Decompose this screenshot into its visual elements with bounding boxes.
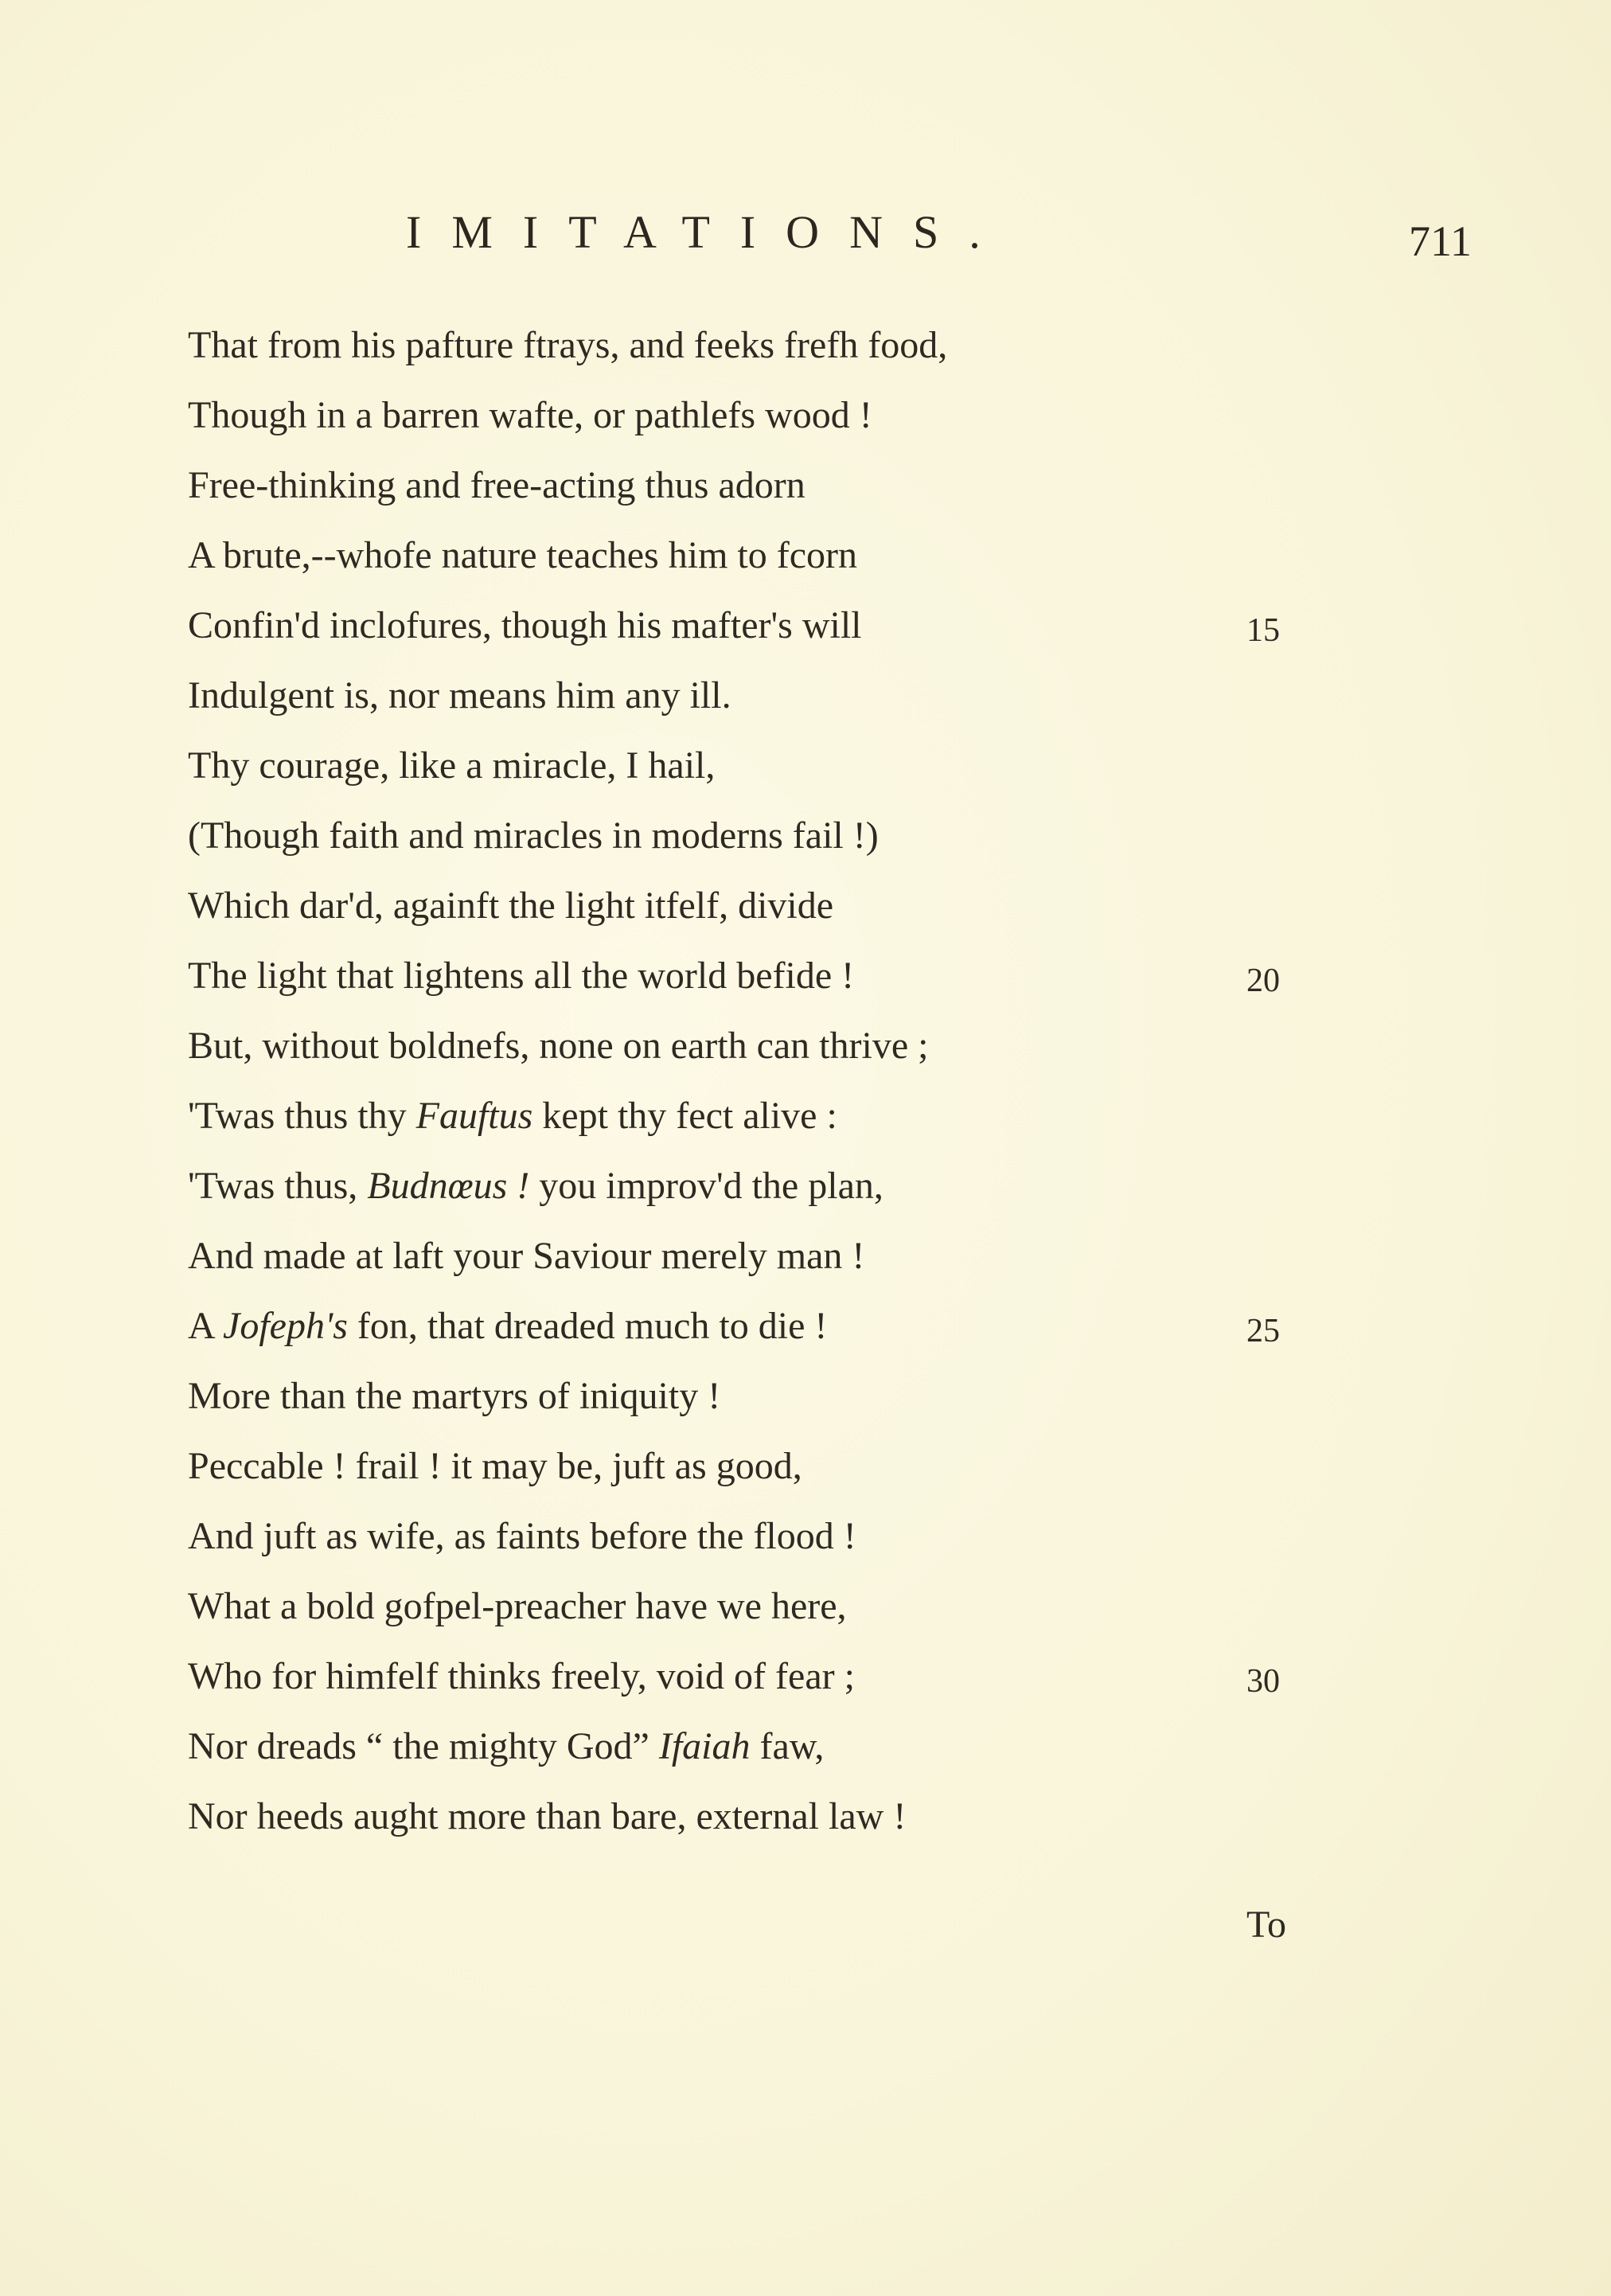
line-text: And juft as wife, as faints before the flood ! (188, 1515, 856, 1557)
line-text (188, 1712, 824, 1782)
poem-line (188, 1291, 1541, 1361)
poem-line (188, 1361, 1541, 1431)
poem-line (188, 1501, 1541, 1572)
line-text (188, 1291, 827, 1361)
page-number: 711 (1409, 217, 1472, 265)
line-text-italic: Jofeph's (223, 1305, 348, 1347)
line-text-roman: Nor dreads “ the mighty God” (188, 1725, 659, 1767)
line-text-roman: A (188, 1305, 224, 1347)
line-text: Confin'd inclofures, though his mafter's will (188, 604, 862, 646)
line-text (188, 1151, 884, 1221)
poem-line (188, 1221, 1541, 1291)
poem-line (188, 801, 1541, 871)
poem-line (188, 1782, 1541, 1852)
poem-line (188, 591, 1541, 661)
poem-line (188, 941, 1541, 1011)
poem-line (188, 521, 1541, 591)
line-text-roman: 'Twas thus, (188, 1165, 368, 1207)
line-text: Peccable ! frail ! it may be, juft as good, (188, 1445, 802, 1487)
line-text: What a bold gofpel-preacher have we here, (188, 1585, 847, 1627)
line-number: 30 (1246, 1663, 1280, 1700)
line-text: Nor heeds aught more than bare, external law ! (188, 1795, 907, 1837)
poem-line (188, 1572, 1541, 1642)
poem-line (188, 1642, 1541, 1712)
poem-line (188, 661, 1541, 731)
poem-line (188, 451, 1541, 521)
poem-line (188, 1011, 1541, 1081)
line-text: More than the martyrs of iniquity ! (188, 1375, 721, 1417)
line-text: Who for himfelf thinks freely, void of fear ; (188, 1655, 855, 1697)
line-text-roman: you improv'd the plan, (529, 1165, 884, 1207)
line-number: 15 (1246, 612, 1280, 649)
line-text: The light that lightens all the world befide ! (188, 955, 855, 997)
poem-text (188, 310, 1541, 1852)
poem-line (188, 310, 1541, 381)
poem-line (188, 731, 1541, 801)
line-text-roman: 'Twas thus thy (188, 1095, 416, 1137)
poem-line (188, 381, 1541, 451)
line-text: Indulgent is, nor means him any ill. (188, 674, 731, 717)
line-text-roman: kept thy fect alive : (532, 1095, 837, 1137)
line-text (188, 1081, 837, 1151)
poem-line (188, 1151, 1541, 1221)
line-text: And made at laft your Saviour merely man ! (188, 1235, 865, 1277)
poem-line (188, 1712, 1541, 1782)
poem-line (188, 1431, 1541, 1501)
line-text-roman: faw, (750, 1725, 825, 1767)
line-text: That from his pafture ftrays, and feeks frefh food, (188, 324, 948, 366)
line-text: Thy courage, like a miracle, I hail, (188, 744, 716, 787)
line-text: Which dar'd, againft the light itfelf, divide (188, 884, 834, 927)
poem-line (188, 1081, 1541, 1151)
line-text: A brute,--whofe nature teaches him to fcorn (188, 534, 858, 576)
line-text: Free-thinking and free-acting thus adorn (188, 464, 806, 506)
line-text: But, without boldnefs, none on earth can thrive ; (188, 1025, 929, 1067)
line-text-italic: Budnœus ! (367, 1165, 530, 1207)
catchword: To (1246, 1904, 1286, 1946)
line-number: 20 (1246, 963, 1280, 999)
running-title: IMITATIONS. (406, 206, 1011, 258)
line-text: Though in a barren wafte, or pathlefs wood ! (188, 394, 872, 436)
line-text: (Though faith and miracles in moderns fail !) (188, 814, 879, 857)
line-number: 25 (1246, 1313, 1280, 1349)
line-text-italic: Ifaiah (658, 1725, 751, 1767)
line-text-italic: Fauftus (415, 1095, 533, 1137)
poem-line (188, 871, 1541, 941)
line-text-roman: fon, that dreaded much to die ! (347, 1305, 828, 1347)
